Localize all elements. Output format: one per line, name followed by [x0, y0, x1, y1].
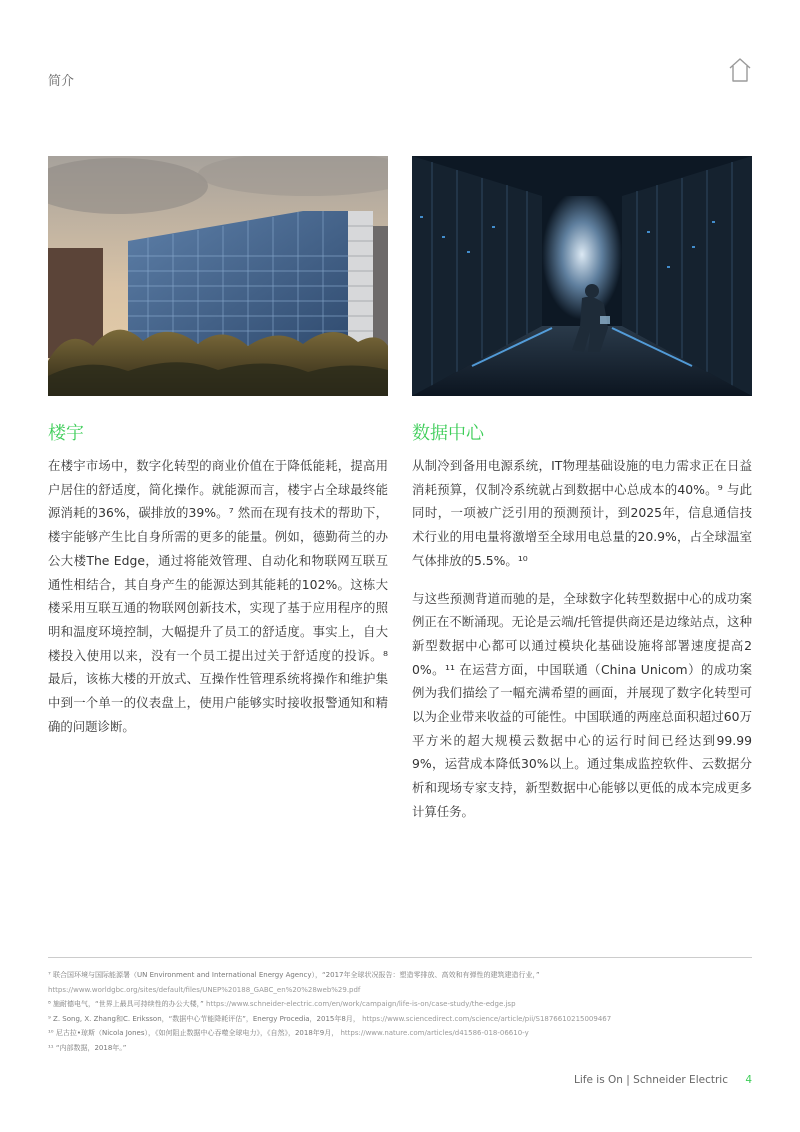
footnote-link[interactable]: https://www.worldgbc.org/sites/default/files/UNEP%20188_GABC_en%20%28web%29.pdf — [48, 985, 361, 994]
footnote-divider — [48, 957, 752, 958]
footnote-7 — [48, 968, 752, 997]
footnote-9 — [48, 1012, 752, 1027]
page-number: 4 — [745, 1074, 752, 1086]
footer-brand: Life is On | Schneider Electric — [574, 1074, 728, 1086]
footnote-text: ⁹ Z. Song, X. Zhang和C. Eriksson，“数据中心节能降耗评估”，Energy Procedia，2015年8月， — [48, 1014, 360, 1023]
footnote-link[interactable]: https://www.schneider-electric.com/en/work/campaign/life-is-on/case-study/the-edge.jsp — [206, 1000, 516, 1008]
footnote-link[interactable]: https://www.sciencedirect.com/science/article/pii/S1876610215009467 — [362, 1014, 612, 1023]
section-label: 简介 — [48, 74, 75, 89]
footnote-11 — [48, 1041, 752, 1056]
buildings-paragraph: 在楼宇市场中，数字化转型的商业价值在于降低能耗，提高用户居住的舒适度，简化操作。就能源而言，楼宇占全球最终能源消耗的36%，碳排放的39%。⁷ 然而在现有技术的帮助下，楼宇能够产生比自身所需的更多的能量。例如，德勤荷兰的办公大楼The Edge，通过将能效管理、自动化和物联网互联互通性相结合，其自身产生的能源达到其能耗的102%。这栋大楼采用互联互通的物联网创新技术，实现了基于应用程序的照明和温度环境控制，大幅提升了员工的舒适度。事实上，自大楼投入使用以来，没有一个员工提出过关于舒适度的投诉。⁸ 最后，该栋大楼的开放式、互操作性管理系统将操作和维护集中到一个单一的仪表盘上，使用户能够实时接收报警通知和精确的问题诊断。 — [48, 458, 388, 734]
footnotes — [48, 968, 752, 1055]
datacenter-column — [412, 420, 752, 824]
footnote-text: ¹¹ “内部数据，2018年。” — [48, 1043, 127, 1052]
datacenter-photo — [412, 156, 752, 396]
datacenter-heading: 数据中心 — [412, 423, 484, 444]
buildings-column — [48, 420, 388, 738]
datacenter-paragraph-2: 与这些预测背道而驰的是，全球数字化转型数据中心的成功案例正在不断涌现。无论是云端/托管提供商还是边缘站点，这种新型数据中心都可以通过模块化基础设施将部署速度提高20%。¹¹ 在运营方面，中国联通（China Unicom）的成功案例为我们描绘了一幅充满希望的画面，并展现了数字化转型可以为企业带来收益的可能性。中国联通的两座总面积超过60万平方米的超大规模云数据中心的运行时间已经达到99.999%，运营成本降低30%以上。通过集成监控软件、云数据分析和现场专家支持，新型数据中心能够以更低的成本完成更多计算任务。 — [412, 590, 752, 819]
footnote-10 — [48, 1026, 752, 1041]
footnote-8 — [48, 997, 752, 1012]
footnote-link[interactable]: https://www.nature.com/articles/d41586-018-06610-y — [340, 1029, 529, 1037]
footnote-text: ⁸ 施耐德电气，“世界上最具可持续性的办公大楼，” — [48, 1000, 204, 1008]
datacenter-paragraph-1: 从制冷到备用电源系统，IT物理基础设施的电力需求正在日益消耗预算，仅制冷系统就占到数据中心总成本的40%。⁹ 与此同时，一项被广泛引用的预测预计，到2025年，信息通信技术行业的用电量将激增至全球用电总量的20.9%，占全球温室气体排放的5.5%。¹⁰ — [412, 458, 752, 568]
page-footer — [574, 1074, 752, 1086]
footnote-text: ⁷ 联合国环境与国际能源署（UN Environment and International Energy Agency），“2017年全球状况报告：塑造零排放、高效和有弹性的建筑建造行业，” — [48, 971, 540, 979]
building-photo — [48, 156, 388, 396]
home-icon[interactable] — [727, 57, 753, 83]
buildings-heading: 楼宇 — [48, 423, 84, 444]
footnote-text: ¹⁰ 尼古拉•琼斯（Nicola Jones），《如何阻止数据中心吞噬全球电力》，《自然》，2018年9月， — [48, 1029, 339, 1037]
